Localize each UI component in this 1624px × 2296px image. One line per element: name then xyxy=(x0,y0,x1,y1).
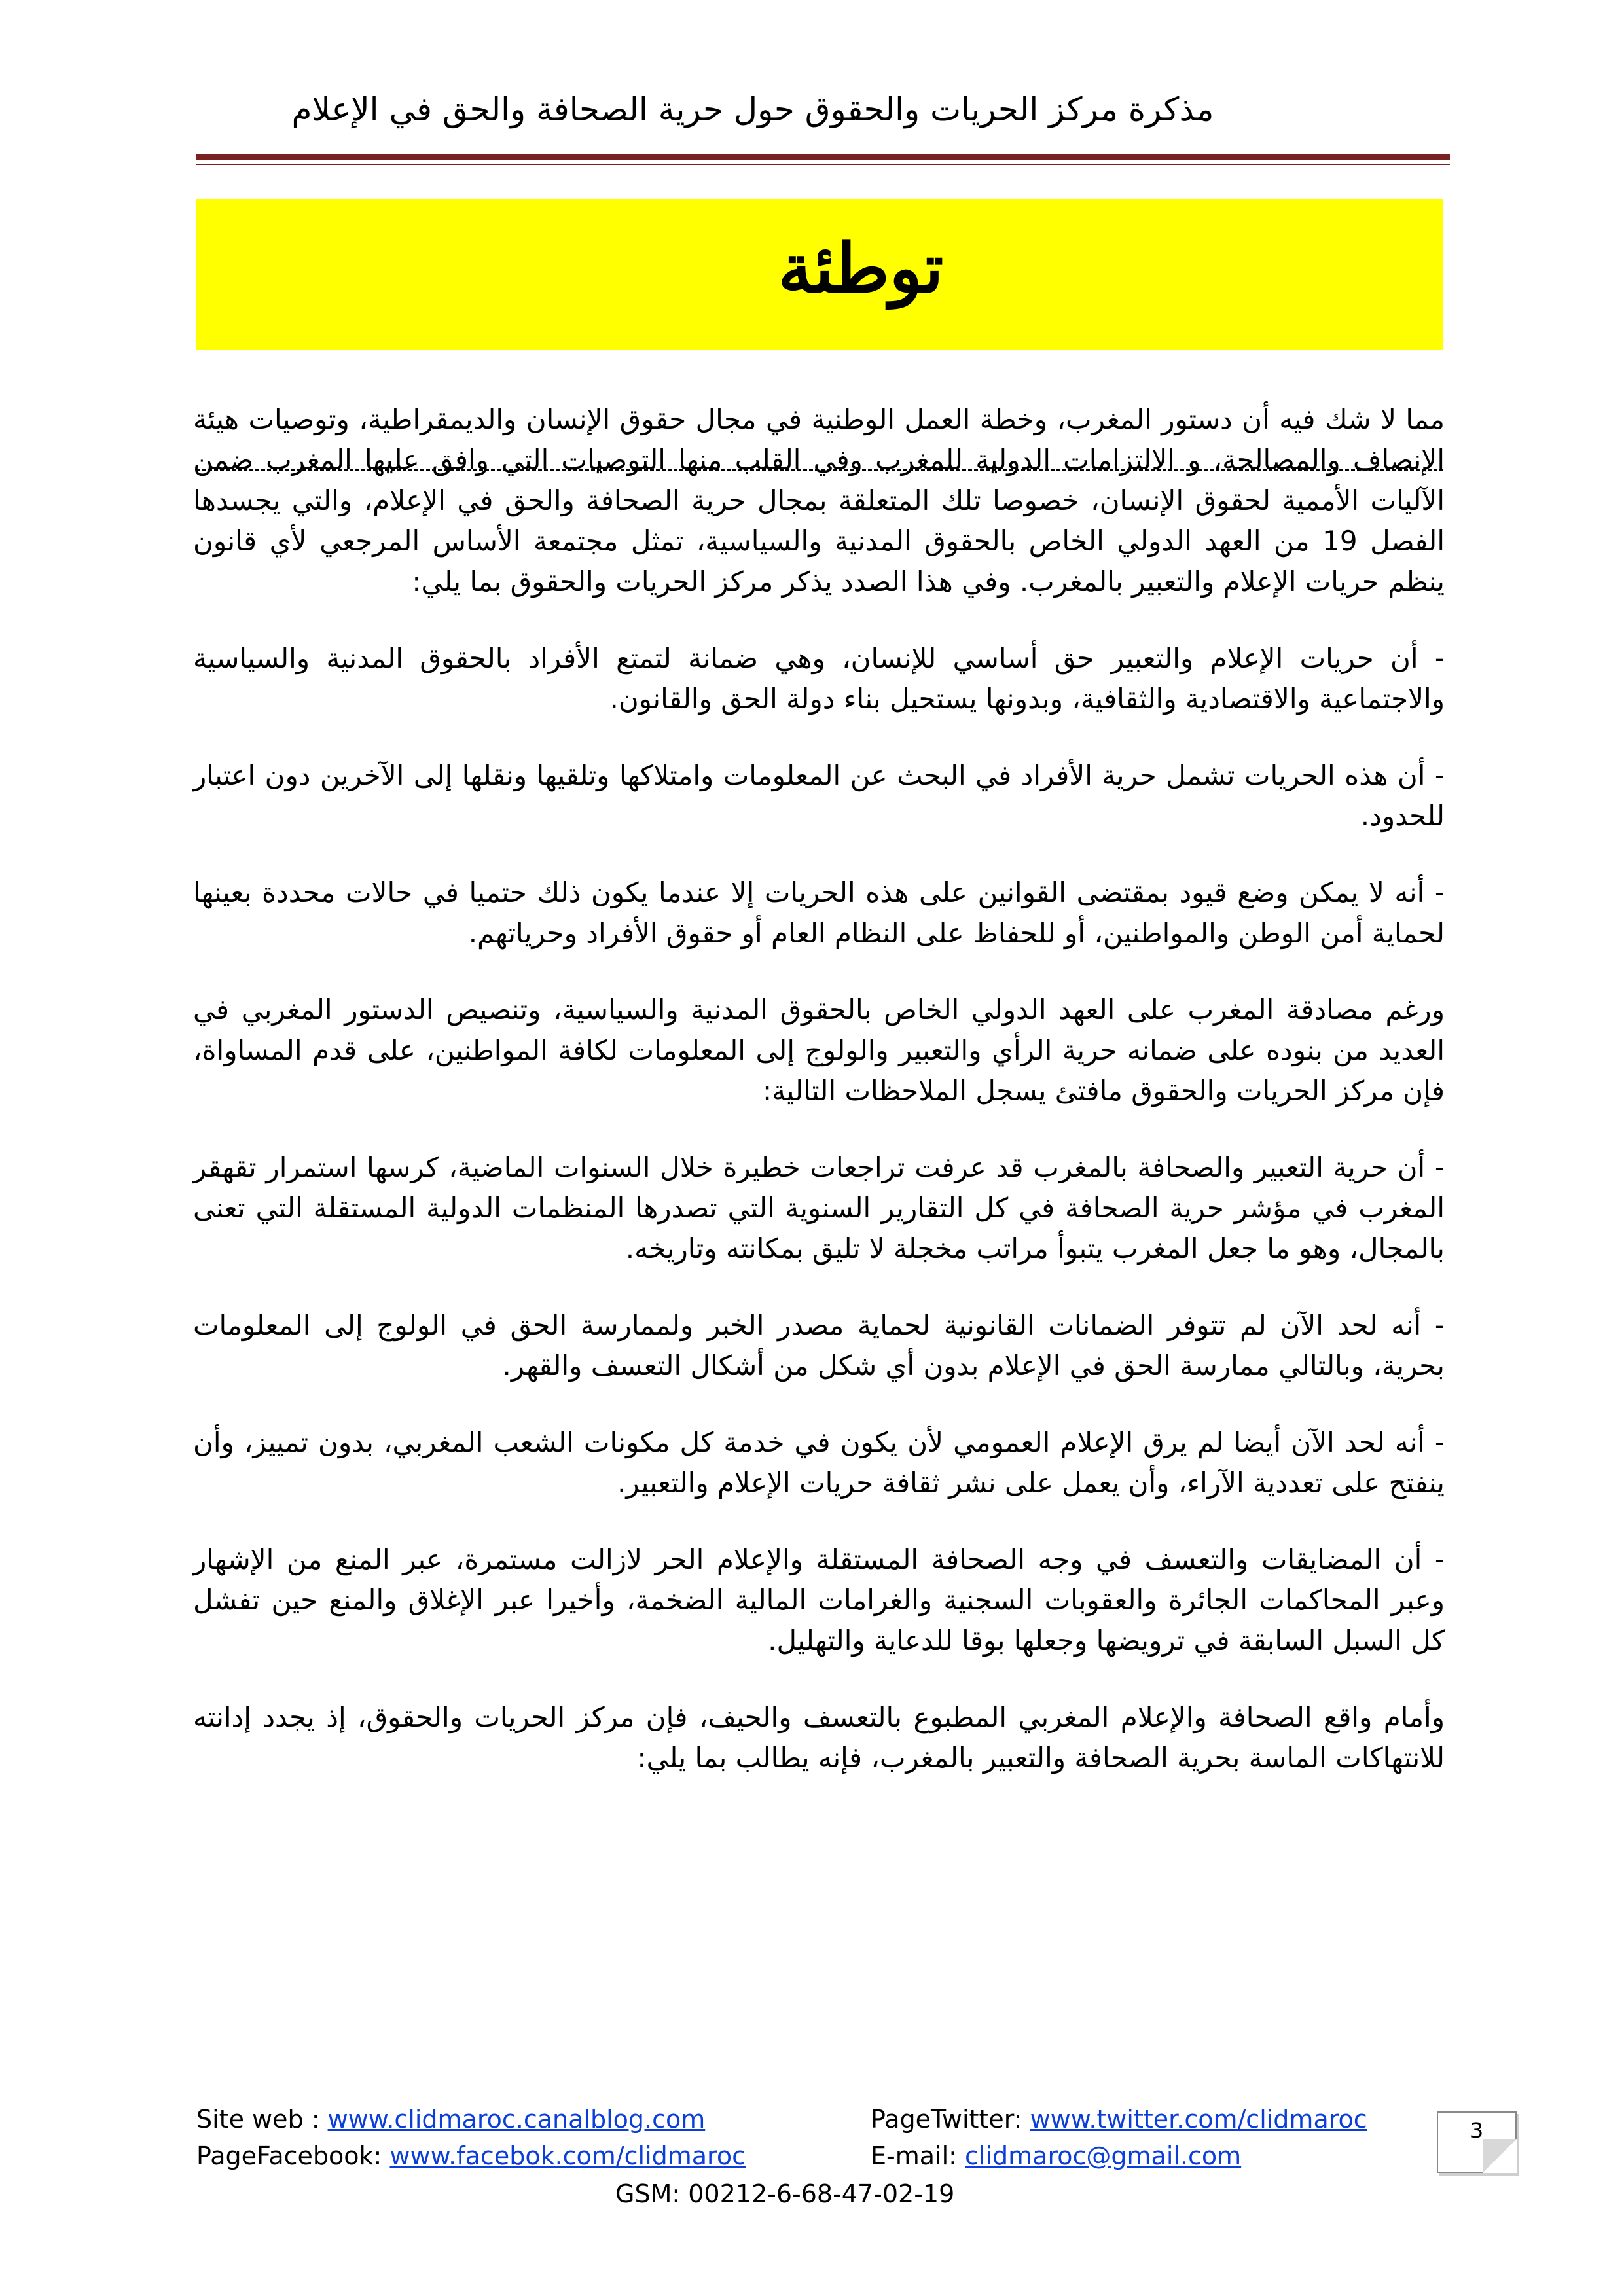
footer-email xyxy=(871,2138,1241,2174)
body-paragraph: - أن حريات الإعلام والتعبير حق أساسي للإنسان، وهي ضمانة لتمتع الأفراد بالحقوق المدنية والسياسية والاجتماعية والاقتصادية والثقافية، وبدونها يستحيل بناء دولة الحق والقانون. xyxy=(193,642,1445,715)
footer-twitter-label: PageTwitter: xyxy=(871,2105,1030,2134)
header-rule-thin xyxy=(196,164,1450,165)
footer-email-link[interactable]: clidmaroc@gmail.com xyxy=(965,2142,1242,2170)
body-paragraph: - أنه لا يمكن وضع قيود بمقتضى القوانين على هذه الحريات إلا عندما يكون ذلك حتميا في حالات محددة بعينها لحماية أمن الوطن والمواطنين، أو للحفاظ على النظام العام أو حقوق الأفراد وحرياتهم. xyxy=(193,876,1445,949)
body-paragraph: - أن حرية التعبير والصحافة بالمغرب قد عرفت تراجعات خطيرة خلال السنوات الماضية، كرسها استمرار تقهقر المغرب في مؤشر حرية الصحافة في كل التقارير السنوية التي تصدرها المنظمات الدولية المستقلة التي تعنى بالمجال، وهو ما جعل المغرب يتبوأ مراتب مخجلة لا تليق بمكانته وتاريخه. xyxy=(193,1151,1445,1265)
footer-facebook-label: PageFacebook: xyxy=(196,2142,390,2170)
footer-twitter xyxy=(871,2101,1367,2138)
footer-twitter-link[interactable]: www.twitter.com/clidmaroc xyxy=(1030,2105,1367,2134)
body-paragraph: - أن المضايقات والتعسف في وجه الصحافة المستقلة والإعلام الحر لازالت مستمرة، عبر المنع من الإشهار وعبر المحاكمات الجائرة والعقوبات السجنية والغرامات المالية الضخمة، وأخيرا عبر الإغلاق والمنع حين تفشل كل السبل السابقة في ترويضها وجعلها بوقا للدعاية والتهليل. xyxy=(193,1543,1445,1657)
footer-website-label: Site web : xyxy=(196,2105,328,2134)
page-number-box xyxy=(1437,2111,1517,2173)
body-paragraph: - أنه لحد الآن أيضا لم يرق الإعلام العمومي لأن يكون في خدمة كل مكونات الشعب المغربي، بدون تمييز، وأن ينفتح على تعددية الآراء، وأن يعمل على نشر ثقافة حريات الإعلام والتعبير. xyxy=(193,1426,1445,1499)
body-paragraph: وأمام واقع الصحافة والإعلام المغربي المطبوع بالتعسف والحيف، فإن مركز الحريات والحقوق، إذ يجدد إدانته للانتهاكات الماسة بحرية الصحافة والتعبير بالمغرب، فإنه يطالب بما يلي: xyxy=(193,1701,1445,1774)
footer-facebook xyxy=(196,2138,746,2174)
footer-email-label: E-mail: xyxy=(871,2142,965,2170)
footer-gsm: GSM: 00212-6-68-47-02-19 xyxy=(615,2179,955,2208)
body-paragraph: - أن هذه الحريات تشمل حرية الأفراد في البحث عن المعلومات وامتلاكها وتلقيها ونقلها إلى الآخرين دون اعتبار للحدود. xyxy=(193,759,1445,832)
page-fold-corner xyxy=(1483,2139,1517,2173)
body-paragraph: ورغم مصادقة المغرب على العهد الدولي الخاص بالحقوق المدنية والسياسية، وتنصيص الدستور المغربي في العديد من بنوده على ضمانه حرية الرأي والتعبير والولوج إلى المعلومات لكافة المواطنين، على قدم المساواة، فإن مركز الحريات والحقوق مافتئ يسجل الملاحظات التالية: xyxy=(193,994,1445,1107)
page-header-title: مذكرة مركز الحريات والحقوق حول حرية الصحافة والحق في الإعلام xyxy=(291,90,1214,128)
banner-title: توطئة xyxy=(778,228,944,308)
page-number: 3 xyxy=(1470,2118,1484,2143)
footer-facebook-link[interactable]: www.facebok.com/clidmaroc xyxy=(389,2142,746,2170)
document-body xyxy=(193,399,1445,1814)
body-paragraph: - أنه لحد الآن لم تتوفر الضمانات القانونية لحماية مصدر الخبر ولممارسة الحق في الولوج إلى المعلومات بحرية، وبالتالي ممارسة الحق في الإعلام بدون أي شكل من أشكال التعسف والقهر. xyxy=(193,1309,1445,1382)
footer-website-link[interactable]: www.clidmaroc.canalblog.com xyxy=(327,2105,706,2134)
body-paragraph: مما لا شك فيه أن دستور المغرب، وخطة العمل الوطنية في مجال حقوق الإنسان والديمقراطية، وتوصيات هيئة الإنصاف والمصالحة، و الالتزامات الدولية للمغرب وفي القلب منها التوصيات التي وافق عليها المغرب ضمن الآليات الأممية لحقوق الإنسان، خصوصا تلك المتعلقة بمجال حرية الصحافة والحق في الإعلام، والتي يجسدها الفصل 19 من العهد الدولي الخاص بالحقوق المدنية والسياسية، تمثل مجتمعة الأساس المرجعي لأي قانون ينظم حريات الإعلام والتعبير بالمغرب. وفي هذا الصدد يذكر مركز الحريات والحقوق بما يلي: xyxy=(193,403,1445,598)
header-rule-thick xyxy=(196,154,1450,160)
footer-website xyxy=(196,2101,705,2138)
